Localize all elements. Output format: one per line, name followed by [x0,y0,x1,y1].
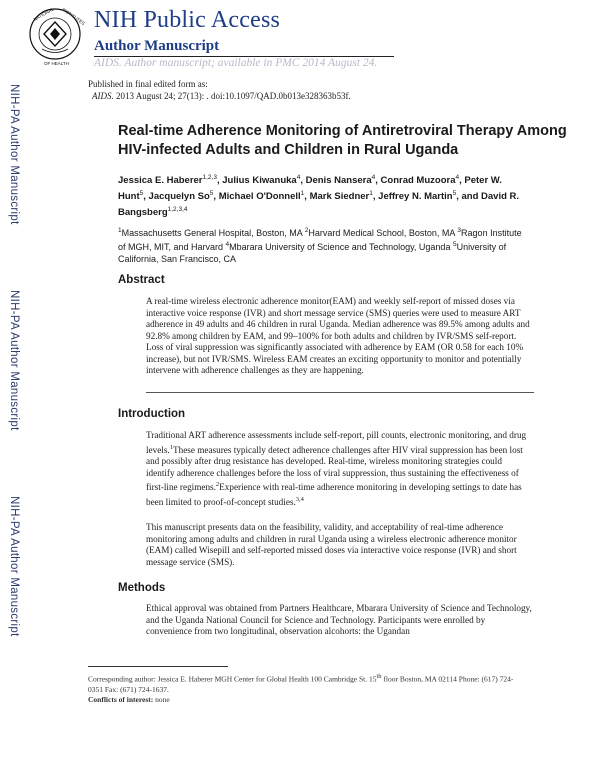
public-access-title: NIH Public Access [94,7,281,33]
author: Conrad Muzoora$^4$, [380,174,465,187]
svg-text:NATIONAL: NATIONAL [32,6,55,22]
introduction-paragraph-2: This manuscript presents data on the feasibility, validity, and acceptability of real-time adherence monitoring among adults and children in rural Uganda using a wireless electronic adherence monitor (EAM) called Wisepill and self-reported missed doses via interactive voice response (IVR) and short message service (SMS). [146,522,517,567]
author: Jacquelyn So$^5$, [148,190,219,203]
methods-paragraph-1: Ethical approval was obtained from Partners Healthcare, Mbarara University of Science and Technology, and the Uganda National Council for Science and Technology. Participants were enrolled by convenience from two longitudinal, observation alcohorts: the Ugandan [146,603,532,636]
side-watermark-2: NIH-PA Author Manuscript [8,290,20,431]
publication-info [88,78,351,102]
author: David R. Bangsberg$^{1,2,3,4}$ [118,191,520,219]
side-watermark-3: NIH-PA Author Manuscript [8,496,20,637]
citation [88,90,351,102]
nih-seal-icon [28,4,86,70]
svg-text:OF HEALTH: OF HEALTH [44,61,69,66]
author: Julius Kiwanuka$^4$, [222,174,306,187]
abstract-divider [146,392,534,393]
author: Peter W. Hunt$^5$, [118,175,502,203]
abstract-text: A real-time wireless electronic adherence monitor(EAM) and weekly self-report of missed doses via interactive voice response (IVR) and short message service (SMS) queries were used to measure ART adherence in 49 adults and 46 children in rural Uganda. Median adherence was 89.5% among adults and 92.8% among children by EAM, and 99–100% for both adults and children by IVR/SMS self-report. Loss of viral suppression was significantly associated with adherence by EAM (OR 0.58 for each 10% increase), but not IVR/SMS. Wireless EAM creates an exciting opportunity to monitor and potentially intervene with adherence challenges as they are happening. [146,296,530,375]
affiliations: $^1$Massachusetts General Hospital, Boston, MA $^2$Harvard Medical School, Boston, MA $^3$Ragon Institute of MGH, MIT, and Harvard $^4$Mbarara University of Science and Technology, Uganda $^5$University of California, San Francisco, CA [118,227,522,264]
author: Jeffrey N. Martin$^5$, and [378,190,482,203]
conflicts-of-interest: Conflicts of interest: none [88,694,170,704]
author: Denis Nansera$^4$, [305,174,381,187]
author: Jessica E. Haberer$^{1,2,3}$, [118,174,223,187]
author-list [118,171,528,219]
nih-header [28,4,588,74]
published-label: Published in final edited form as: [88,79,208,89]
methods-heading: Methods [118,582,166,594]
abstract-heading: Abstract [118,274,165,286]
side-watermark-1: NIH-PA Author Manuscript [8,84,20,225]
citation-details: 2013 August 24; 27(13): . doi:10.1097/QAD.0b013e328363b53f. [113,91,351,101]
availability-note: AIDS. Author manuscript; available in PMC 2014 August 24. [94,57,378,69]
journal-name: AIDS. [92,91,114,101]
footnote [88,672,528,705]
introduction-paragraph-1: Traditional ART adherence assessments include self-report, pill counts, electronic monitoring, and drug levels.$^1$These measures typically detect adherence challenges after HIV viral suppression has been lost and possibly after drug resistance has developed. Real-time, wireless monitoring strategies could identify adherence challenges before the loss of viral suppression, thus sustaining the effectiveness of first-line regimens.$^2$Experience with real-time adherence monitoring in developing settings to date has been limited to proof-of-concept studies.$^{3,4}$ [146,430,527,507]
author: Michael O'Donnell$^1$, [218,190,310,203]
author: Mark Siedner$^1$, [309,190,379,203]
svg-text:INSTITUTES: INSTITUTES [61,6,86,27]
footnote-divider [88,666,228,667]
corresponding-author: Corresponding author: Jessica E. Haberer MGH Center for Global Health 100 Cambridge St. 15th floor Boston, MA 02114 Phone: (617) 724-0351 Fax: (671) 724-1637. [88,673,514,694]
article-title: Real-time Adherence Monitoring of Antiretroviral Therapy Among HIV-infected Adults and Children in Rural Uganda [118,123,567,158]
introduction-heading: Introduction [118,408,186,420]
author-manuscript-label: Author Manuscript [94,38,220,54]
